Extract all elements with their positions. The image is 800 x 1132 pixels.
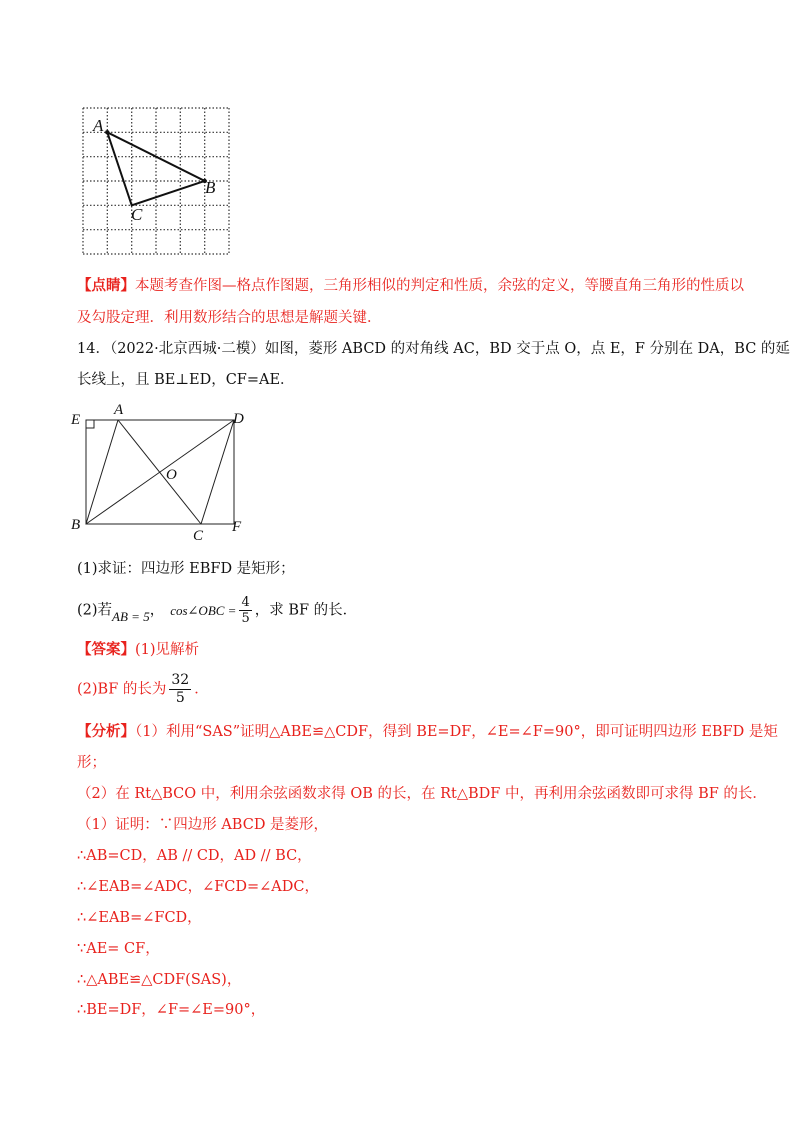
question-1: (1)求证：四边形 EBFD 是矩形； bbox=[77, 561, 295, 577]
analysis-text-1: （1）利用“SAS”证明△ABE≌△CDF，得到 BE=DF，∠E=∠F=90°，即可证明四边形 EBFD 是矩 bbox=[135, 724, 778, 740]
q2-fraction bbox=[239, 595, 251, 626]
label-f: F bbox=[232, 519, 242, 535]
label-o: O bbox=[166, 467, 177, 483]
diagonal-bd bbox=[86, 420, 234, 524]
q2-cos: cos∠OBC = bbox=[170, 602, 237, 618]
dianjing-tag: 【点睛】 bbox=[77, 277, 135, 294]
dianjing-line1 bbox=[77, 276, 744, 296]
q2-ab: AB = 5 bbox=[112, 608, 150, 624]
q2-suffix: ，求 BF 的长． bbox=[254, 602, 358, 619]
answer-1: (1)见解析 bbox=[135, 642, 200, 658]
label-c: C bbox=[131, 205, 143, 224]
dianjing-text-1: 本题考查作图—格点作图题，三角形相似的判定和性质，余弦的定义，等腰直角三角形的性质以 bbox=[135, 278, 744, 294]
answer-2-numerator: 32 bbox=[171, 672, 190, 688]
grid-triangle-svg bbox=[80, 105, 232, 257]
label-a2: A bbox=[114, 402, 124, 418]
analysis-line4: （1）证明：∵四边形 ABCD 是菱形， bbox=[77, 817, 329, 833]
label-e: E bbox=[71, 412, 81, 428]
q2-denominator: 5 bbox=[241, 611, 250, 626]
answer-line2 bbox=[77, 672, 209, 707]
answer-2-suffix: ． bbox=[194, 681, 209, 698]
answer-2-denominator: 5 bbox=[175, 690, 185, 706]
analysis-line5: ∴AB=CD，AB // CD，AD // BC， bbox=[77, 848, 312, 864]
label-b2: B bbox=[71, 517, 81, 533]
analysis-line9: ∴△ABE≌△CDF(SAS)， bbox=[77, 972, 242, 988]
analysis-line10: ∴BE=DF，∠F=∠E=90°， bbox=[77, 1002, 266, 1018]
analysis-line7: ∴∠EAB=∠FCD， bbox=[77, 910, 202, 926]
problem14-line1: 14．（2022·北京西城·二模）如图，菱形 ABCD 的对角线 AC，BD 交于点 O，点 E，F 分别在 DA，BC 的延 bbox=[77, 341, 790, 357]
label-a: A bbox=[93, 116, 104, 135]
analysis-tag: 【分析】 bbox=[77, 723, 135, 740]
analysis-line3: （2）在 Rt△BCO 中，利用余弦函数求得 OB 的长，在 Rt△BDF 中，再利用余弦函数即可求得 BF 的长． bbox=[77, 786, 767, 802]
problem14-line2: 长线上，且 BE⊥ED，CF=AE． bbox=[77, 372, 295, 388]
rectangle-rhombus-svg bbox=[66, 400, 256, 545]
analysis-line6: ∴∠EAB=∠ADC，∠FCD=∠ADC， bbox=[77, 879, 319, 895]
q2-comma: ， bbox=[149, 602, 165, 619]
label-c2: C bbox=[193, 528, 204, 544]
label-b: B bbox=[205, 178, 216, 197]
rectangle-rhombus-figure bbox=[66, 400, 256, 545]
q2-prefix: (2)若 bbox=[77, 602, 113, 619]
label-d: D bbox=[233, 411, 244, 427]
dianjing-line2: 及勾股定理．利用数形结合的思想是解题关键． bbox=[77, 310, 382, 326]
answer-line1 bbox=[77, 640, 199, 660]
answer-2-fraction bbox=[169, 672, 191, 707]
analysis-line2: 形； bbox=[77, 755, 106, 771]
answer-2-prefix: (2)BF 的长为 bbox=[77, 681, 167, 698]
grid-triangle-figure bbox=[80, 105, 232, 257]
answer-tag: 【答案】 bbox=[77, 641, 135, 658]
analysis-line1 bbox=[77, 722, 778, 742]
question-2 bbox=[77, 595, 357, 626]
analysis-line8: ∵AE= CF， bbox=[77, 941, 160, 957]
right-angle-mark bbox=[86, 420, 94, 428]
q2-numerator: 4 bbox=[241, 595, 250, 610]
